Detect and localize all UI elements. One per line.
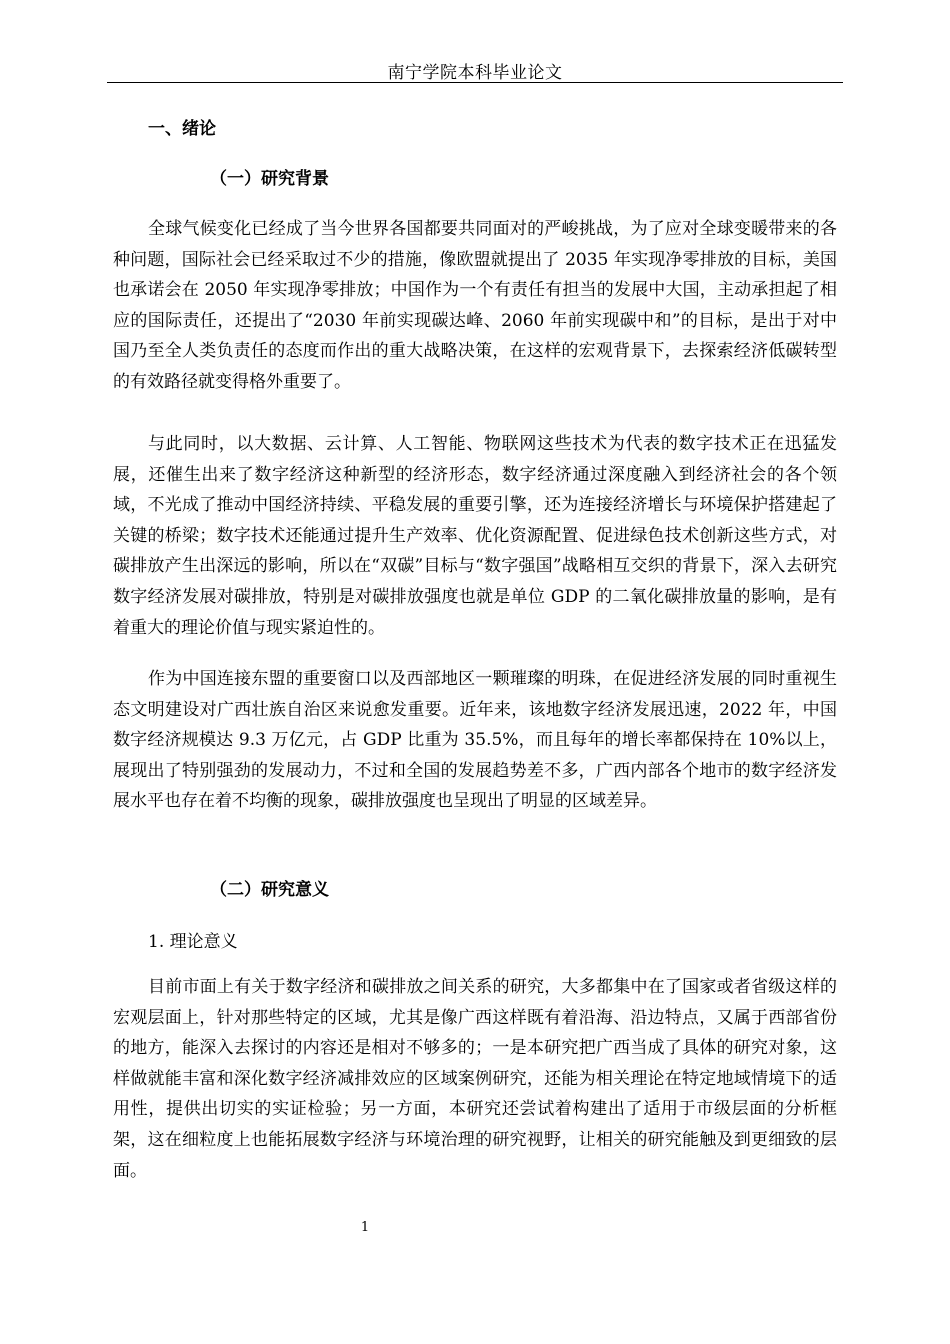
subsection-heading-background: （一）研究背景 — [210, 169, 329, 189]
paragraph-theoretical: 目前市面上有关于数字经济和碳排放之间关系的研究，大多都集中在了国家或者省级这样的宏观层面上，针对那些特定的区域，尤其是像广西这样既有着沿海、沿边特点，又属于西部省份的地方，能深入去探讨的内容还是相对不够多的；一是本研究把广西当成了具体的研究对象，这样做就能丰富和深化数字经济减排效应的区域案例研究，还能为相关理论在特定地域情境下的适用性，提供出切实的实证检验；另一方面，本研究还尝试着构建出了适用于市级层面的分析框架，这在细粒度上也能拓展数字经济与环境治理的研究视野，让相关的研究能触及到更细致的层面。 — [113, 977, 837, 1181]
paragraph-background-2: 与此同时，以大数据、云计算、人工智能、物联网这些技术为代表的数字技术正在迅猛发展，还催生出来了数字经济这种新型的经济形态，数字经济通过深度融入到经济社会的各个领域，不光成了推动中国经济持续、平稳发展的重要引擎，还为连接经济增长与环境保护搭建起了关键的桥梁；数字技术还能通过提升生产效率、优化资源配置、促进绿色技术创新这些方式，对碳排放产生出深远的影响，所以在“双碳”目标与“数字强国”战略相互交织的背景下，深入去研究数字经济发展对碳排放，特别是对碳排放强度也就是单位 GDP 的二氧化碳排放量的影响，是有着重大的理论价值与现实紧迫性的。 — [113, 434, 837, 638]
section-heading: 一、绪论 — [148, 119, 216, 139]
paragraph-background-3: 作为中国连接东盟的重要窗口以及西部地区一颗璀璨的明珠，在促进经济发展的同时重视生态文明建设对广西壮族自治区来说愈发重要。近年来，该地数字经济发展迅速，2022 年，中国数字经济规模达 9.3 万亿元，占 GDP 比重为 35.5%，而且每年的增长率都保持在 10%以上，展现出了特别强劲的发展动力，不过和全国的发展趋势差不多，广西内部各个地市的数字经济发展水平也存在着不均衡的现象，碳排放强度也呈现出了明显的区域差异。 — [113, 669, 837, 812]
running-header: 南宁学院本科毕业论文 — [387, 63, 563, 83]
header-rule — [107, 82, 843, 83]
paragraph-background-1: 全球气候变化已经成了当今世界各国都要共同面对的严峻挑战，为了应对全球变暖带来的各种问题，国际社会已经采取过不少的措施，像欧盟就提出了 2035 年实现净零排放的目标，美国也承诺会在 2050 年实现净零排放；中国作为一个有责任有担当的发展中大国，主动承担起了相应的国际责任，还提出了“2030 年前实现碳达峰、2060 年前实现碳中和”的目标，是出于对中国乃至全人类负责任的态度而作出的重大战略决策，在这样的宏观背景下，去探索经济低碳转型的有效路径就变得格外重要了。 — [113, 219, 837, 392]
item-heading-theoretical: 1. 理论意义 — [148, 932, 238, 952]
page-number: 1 — [360, 1220, 370, 1235]
subsection-heading-significance: （二）研究意义 — [210, 880, 329, 900]
